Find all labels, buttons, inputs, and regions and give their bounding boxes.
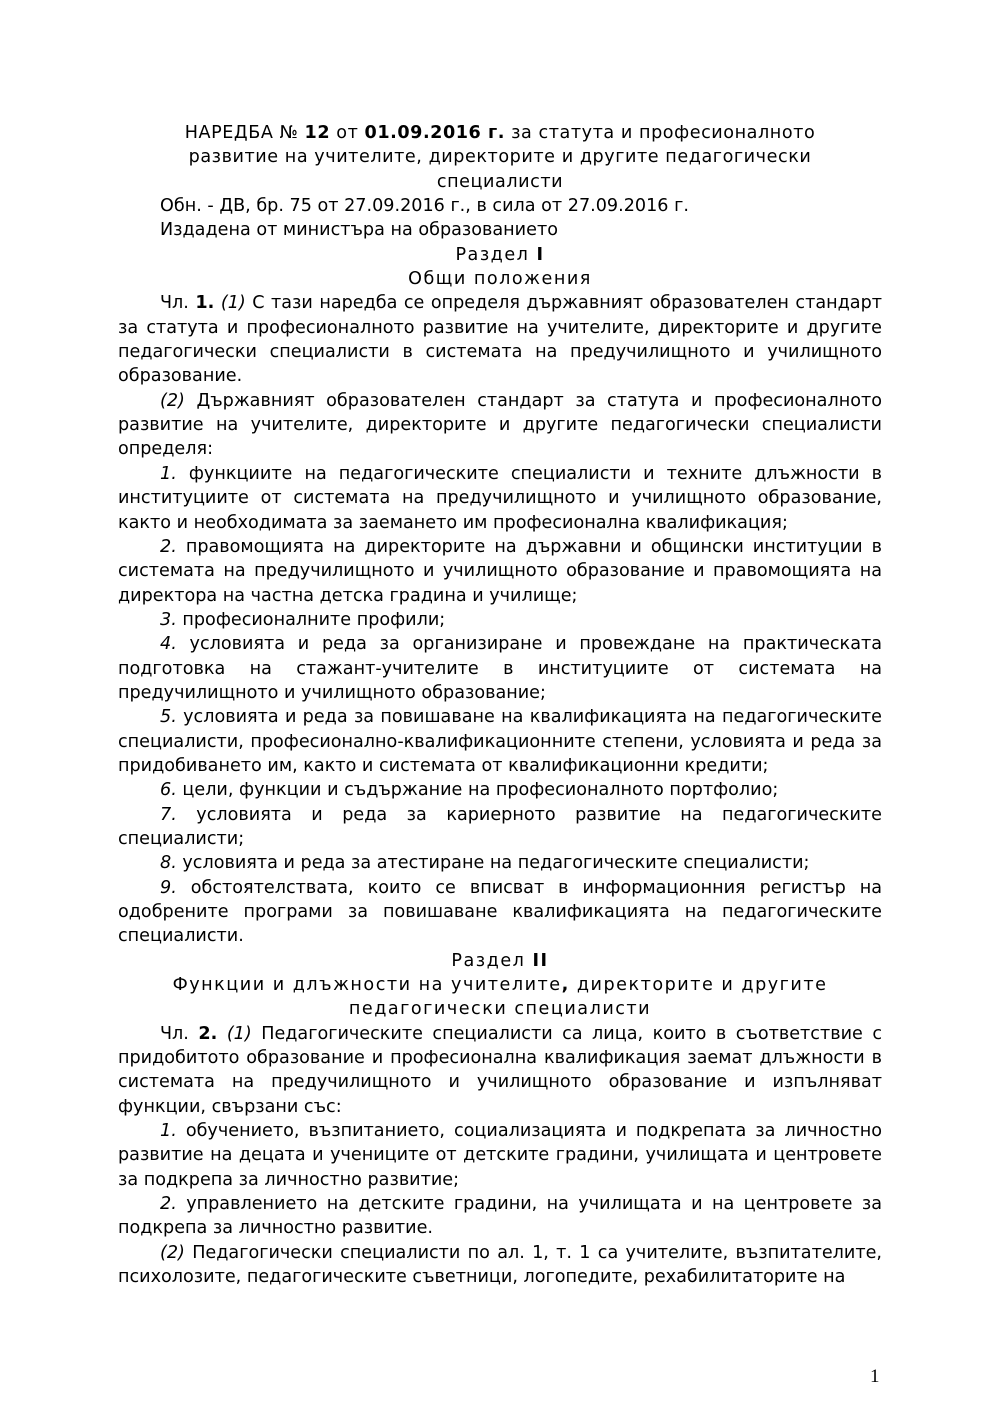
item-text: обстоятелствата, които се вписват в информационния регистър на одобрените програми за повишаване квалификацията на педагогическите специалисти. (118, 877, 882, 947)
promulgation-info: Обн. - ДВ, бр. 75 от 27.09.2016 г., в сила от 27.09.2016 г. (160, 196, 689, 217)
section-numeral: II (532, 950, 549, 971)
item-mark: 1. (160, 1121, 177, 1142)
issued-by: Издадена от министъра на образованието (160, 220, 558, 241)
section-1-heading (118, 243, 882, 267)
item-mark: 7. (160, 804, 177, 825)
item-text: обучението, възпитанието, социализацията и подкрепата за личностно развитие на децата и учениците от детските градини, училищата и центровете за подкрепа за личностно развитие; (118, 1121, 882, 1190)
item-mark: 2. (160, 536, 177, 557)
paragraph-mark: (2) (160, 1242, 185, 1263)
document-body (118, 121, 882, 1290)
list-item (118, 462, 882, 535)
list-item (118, 535, 882, 608)
article-1-paragraph-1 (118, 291, 882, 388)
section-label: Раздел (455, 244, 537, 265)
item-mark: 5. (160, 707, 177, 728)
item-text: условията и реда за атестиране на педагогическите специалисти; (176, 853, 810, 874)
item-text: условията и реда за повишаване на квалификацията на педагогическите специалисти, професионално-квалификационните степени, условията и реда за придобиването им, както и системата от квалификационни кредити; (118, 707, 882, 776)
paragraph-mark: (1) (220, 293, 246, 314)
list-item (118, 705, 882, 778)
list-item (118, 608, 882, 632)
paragraph-text: Педагогически специалисти по ал. 1, т. 1 са учителите, възпитателите, психолозите, педагогическите съветници, логопедите, рехабилитаторите на (118, 1242, 882, 1288)
paragraph-text: Педагогическите специалисти са лица, които в съответствие с придобитото образование и професионална квалификация заемат длъжности в системата на предучилищното и училищното образование и изпълняват функции, свързани със: (118, 1023, 882, 1117)
title-prefix: НАРЕДБА № (184, 123, 305, 143)
item-mark: 9. (160, 877, 177, 898)
list-item (118, 1119, 882, 1192)
item-text: професионалните профили; (176, 609, 446, 630)
article-number: 2. (198, 1023, 218, 1044)
item-mark: 4. (160, 634, 177, 655)
section-title-comma: , (561, 975, 570, 996)
list-item (118, 876, 882, 949)
article-number: 1. (195, 293, 215, 314)
paragraph-text: С тази наредба се определя държавният образователен стандарт за статута и професионалното развитие на учителите, директорите и другите педагогически специалисти в системата на предучилищното и училищното образование. (118, 293, 882, 387)
list-item (118, 803, 882, 852)
title-subject: за статута и професионалното (505, 123, 816, 143)
item-mark: 6. (160, 780, 177, 801)
item-text: условията и реда за кариерното развитие на педагогическите специалисти; (118, 804, 882, 849)
paragraph-text: Държавният образователен стандарт за статута и професионалното развитие на учителите, директорите и другите педагогически специалисти определя: (118, 390, 882, 460)
section-title-part: директорите и другите (569, 975, 828, 996)
item-text: цели, функции и съдържание на професионалното портфолио; (176, 780, 779, 801)
article-2-paragraph-1 (118, 1022, 882, 1119)
regulation-date: 01.09.2016 г. (364, 123, 505, 143)
paragraph-mark: (2) (160, 390, 185, 411)
article-1-paragraph-2 (118, 389, 882, 462)
list-item (118, 1192, 882, 1241)
regulation-title (118, 121, 882, 145)
section-2-title-line2: педагогически специалисти (348, 999, 652, 1020)
item-mark: 1. (160, 463, 177, 484)
regulation-title-line3: специалисти (436, 171, 564, 192)
section-label: Раздел (451, 950, 533, 971)
item-text: функциите на педагогическите специалисти и техните длъжности в институциите от системата на предучилищното и училищното образование, както и необходимата за заемането им професионална квалификация; (118, 463, 882, 533)
regulation-title-line2: развитие на учителите, директорите и другите педагогически (188, 147, 812, 168)
title-from: от (330, 123, 365, 143)
regulation-number: 12 (304, 123, 331, 143)
section-2-title (118, 973, 882, 997)
article-prefix: Чл. (160, 1023, 199, 1044)
item-text: управлението на детските градини, на училищата и на центровете за подкрепа за личностно развитие. (118, 1194, 882, 1239)
item-text: условията и реда за организиране и провеждане на практическата подготовка на стажант-учителите в институциите от системата на предучилищното и училищното образование; (118, 634, 882, 703)
item-text: правомощията на директорите на държавни и общински институции в системата на предучилищното и училищното образование и правомощията на директора на частна детска градина и училище; (118, 536, 882, 606)
item-mark: 8. (160, 853, 177, 874)
page-number: 1 (870, 1366, 880, 1387)
item-mark: 2. (160, 1194, 177, 1215)
list-item (118, 632, 882, 705)
paragraph-mark: (1) (226, 1023, 252, 1044)
list-item (118, 851, 882, 875)
list-item (118, 778, 882, 802)
item-mark: 3. (160, 609, 177, 630)
section-title-part: Функции и длъжности на учителите (172, 975, 562, 996)
section-2-heading (118, 949, 882, 973)
article-2-paragraph-2 (118, 1241, 882, 1290)
article-prefix: Чл. (160, 293, 196, 314)
section-1-title: Общи положения (408, 269, 592, 290)
section-numeral: I (536, 244, 545, 265)
